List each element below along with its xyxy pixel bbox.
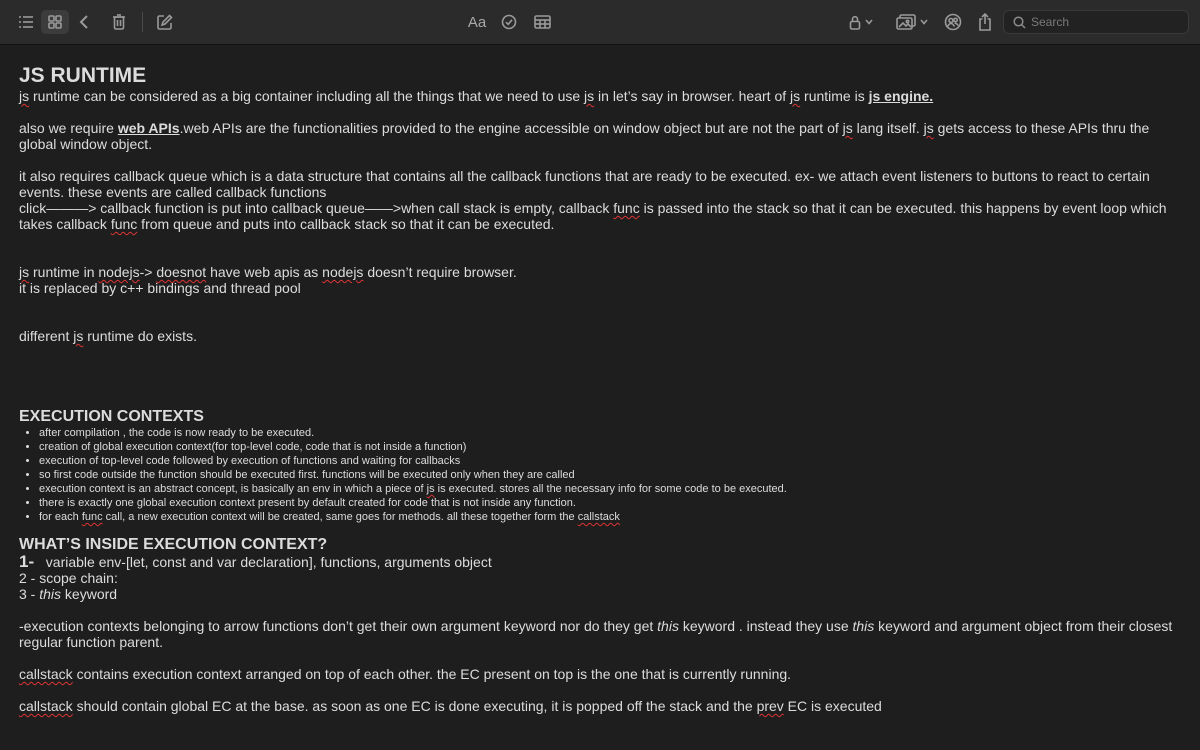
photo-icon (896, 14, 916, 30)
trash-icon[interactable] (108, 10, 130, 34)
list-item: • so first code outside the function should be executed first. functions will be executed only when they are called (39, 468, 1184, 482)
media-menu-button[interactable] (893, 10, 931, 34)
list-item: • after compilation , the code is now ready to be executed. (39, 426, 1184, 440)
search-field[interactable] (1003, 10, 1189, 34)
lock-menu-button[interactable] (844, 10, 878, 34)
compose-icon[interactable] (154, 10, 176, 34)
back-chevron-icon[interactable] (74, 10, 94, 34)
paragraph-event-loop: click———> callback function is put into callback queue——>when call stack is empty, callback func is passed into the stack so that it can be executed. this happens by event loop which takes callback func from queue and puts into callback stack so that it can be executed. (19, 200, 1167, 232)
paragraph-callback-queue: it also requires callback queue which is a data structure that contains all the callback functions that are ready to be executed. ex- we attach event listeners to buttons to react to certain events. these events are called callback functions (19, 168, 1150, 200)
list-item: • execution context is an abstract concept, is basically an env in which a piece of js is executed. stores all the necessary info for some code to be executed. (39, 482, 1184, 496)
toolbar (0, 0, 1200, 45)
chevron-down-icon (865, 19, 873, 25)
collaborate-icon[interactable] (942, 10, 964, 34)
share-icon[interactable] (974, 10, 996, 34)
paragraph-arrow-functions: -execution contexts belonging to arrow functions don’t get their own argument keyword nor do they get this keyword . instead they use this keyword and argument object from their closest regular function parent. (19, 618, 1173, 650)
list-item: • creation of global execution context(for top-level code, code that is not inside a function) (39, 440, 1184, 454)
paragraph-callstack-base: callstack should contain global EC at the base. as soon as one EC is done executing, it is popped off the stack and the prev EC is executed (19, 698, 882, 714)
toolbar-divider (142, 12, 143, 32)
item-scope-chain: 2 - scope chain: (19, 570, 118, 586)
search-input[interactable] (1031, 15, 1181, 29)
list-view-icon[interactable] (14, 10, 38, 34)
item-this-keyword: 3 - this keyword (19, 586, 118, 602)
format-button[interactable]: Aa (467, 13, 487, 31)
paragraph-nodejs: js runtime in nodejs-> doesnot have web apis as nodejs doesn’t require browser. (19, 264, 517, 280)
paragraph-different-runtimes: different js runtime do exists. (19, 328, 197, 344)
paragraph-runtime: js runtime can be considered as a big container including all the things that we need to use js in let’s say in browser. heart of js runtime is js engine. (19, 88, 934, 104)
note-title: JS RUNTIME (19, 64, 147, 87)
item-variable-env: 1- variable env-[let, const and var declaration], functions, arguments object (19, 552, 492, 571)
heading-execution-contexts: EXECUTION CONTEXTS (19, 408, 204, 425)
paragraph-callstack: callstack contains execution context arranged on top of each other. the EC present on top is the one that is currently running. (19, 666, 792, 682)
paragraph-web-apis: also we require web APIs.web APIs are the functionalities provided to the engine accessible on window object but are not the part of js lang itself. js gets access to these APIs thru the global window object. (19, 120, 1150, 152)
execution-context-list (19, 426, 1184, 524)
table-icon[interactable] (530, 10, 554, 34)
list-item: • for each func call, a new execution context will be created, same goes for methods. all these together form the callstack (39, 510, 1184, 524)
list-item: • there is exactly one global execution context present by default created for code that is not inside any function. (39, 496, 1184, 510)
list-item: • execution of top-level code followed by execution of functions and waiting for callbacks (39, 454, 1184, 468)
gallery-view-icon[interactable] (41, 10, 69, 34)
search-icon (1013, 16, 1026, 29)
note-body[interactable] (19, 64, 1184, 714)
heading-inside-execution-context: WHAT’S INSIDE EXECUTION CONTEXT? (19, 536, 328, 553)
checklist-icon[interactable] (498, 10, 520, 34)
lock-icon (849, 15, 861, 30)
chevron-down-icon (920, 19, 928, 25)
paragraph-bindings: it is replaced by c++ bindings and thread pool (19, 280, 301, 296)
